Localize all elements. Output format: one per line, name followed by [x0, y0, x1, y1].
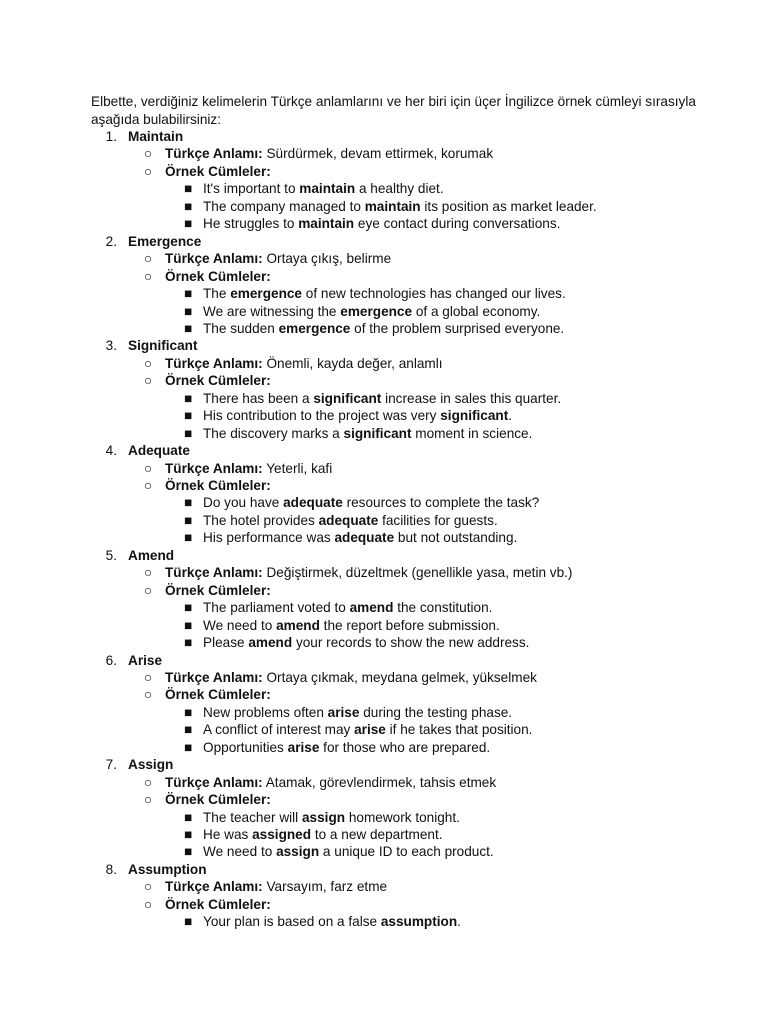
- square-bullet-icon: ■: [184, 320, 193, 336]
- meaning-line: [165, 460, 332, 477]
- circle-bullet-icon: ○: [144, 565, 153, 581]
- example-sentence: [203, 721, 532, 738]
- meaning-label: Türkçe Anlamı:: [165, 774, 263, 790]
- square-bullet-icon: ■: [184, 635, 193, 651]
- entry-number: 3.: [105, 338, 117, 354]
- example-keyword: assign: [301, 809, 346, 825]
- example-post: if he takes that position.: [385, 722, 533, 738]
- example-post: of a global economy.: [412, 303, 541, 319]
- example-keyword: maintain: [299, 181, 356, 197]
- example-post: resources to complete the task?: [342, 495, 540, 511]
- square-bullet-icon: ■: [184, 303, 193, 319]
- example-post: but not outstanding.: [394, 530, 518, 546]
- example-pre: New problems often: [203, 704, 328, 720]
- example-pre: We are witnessing the: [203, 303, 341, 319]
- example-keyword: adequate: [334, 530, 395, 546]
- entry-word: [128, 652, 162, 669]
- example-keyword: adequate: [283, 495, 343, 511]
- meaning-line: [165, 774, 496, 791]
- meaning-label: Türkçe Anlamı:: [165, 251, 263, 267]
- example-pre: We need to: [203, 844, 277, 860]
- circle-bullet-icon: ○: [144, 478, 153, 493]
- example-post: its position as market leader.: [420, 198, 597, 214]
- entry-number: 6.: [105, 652, 117, 668]
- meaning-label: Türkçe Anlamı:: [165, 669, 263, 685]
- entry-word: [128, 128, 183, 145]
- example-pre: The sudden: [203, 320, 279, 336]
- example-sentence: [203, 407, 512, 424]
- example-sentence: [203, 529, 517, 546]
- example-sentence: [203, 809, 460, 826]
- circle-bullet-icon: ○: [144, 687, 153, 703]
- meaning-label: Türkçe Anlamı:: [165, 879, 263, 895]
- example-post: homework tonight.: [345, 809, 460, 825]
- circle-bullet-icon: ○: [144, 582, 153, 598]
- example-pre: He was: [203, 827, 253, 842]
- circle-bullet-icon: ○: [144, 163, 153, 179]
- meaning-text: Sürdürmek, devam ettirmek, korumak: [266, 146, 494, 162]
- example-sentence: [203, 617, 500, 634]
- example-pre: Do you have: [203, 495, 284, 511]
- square-bullet-icon: ■: [184, 617, 193, 633]
- example-post: facilities for guests.: [378, 512, 498, 528]
- square-bullet-icon: ■: [184, 181, 193, 197]
- example-keyword: amend: [349, 600, 394, 616]
- square-bullet-icon: ■: [184, 722, 193, 738]
- example-pre: Your plan is based on a false: [203, 914, 381, 930]
- example-keyword: amend: [276, 617, 320, 633]
- example-pre: Opportunities: [203, 739, 288, 755]
- example-sentence: [203, 599, 492, 616]
- example-pre: The discovery marks a: [203, 425, 344, 441]
- entry-number: 8.: [105, 861, 117, 877]
- entry-number: 4.: [105, 443, 117, 459]
- meaning-text: Atamak, görevlendirmek, tahsis etmek: [265, 774, 497, 790]
- meaning-text: Yeterli, kafi: [266, 460, 333, 476]
- example-keyword: arise: [287, 739, 320, 755]
- entry-word-text: Assumption: [128, 861, 207, 877]
- example-sentence: [203, 494, 539, 511]
- square-bullet-icon: ■: [184, 390, 193, 406]
- example-post: a unique ID to each product.: [319, 844, 494, 860]
- entry-word-text: Arise: [128, 652, 163, 668]
- example-post: of the problem surprised everyone.: [350, 320, 565, 336]
- example-keyword: emergence: [230, 286, 302, 302]
- meaning-line: [165, 250, 391, 267]
- example-sentence: [203, 215, 560, 232]
- example-post: for those who are prepared.: [319, 739, 491, 755]
- example-sentence: [203, 512, 498, 529]
- meaning-label: Türkçe Anlamı:: [165, 146, 263, 162]
- meaning-line: [165, 145, 493, 162]
- entry-word: [128, 233, 201, 250]
- example-pre: Please: [203, 635, 249, 651]
- square-bullet-icon: ■: [184, 425, 193, 441]
- circle-bullet-icon: ○: [144, 879, 153, 895]
- example-pre: The company managed to: [203, 198, 365, 214]
- example-keyword: emergence: [340, 303, 413, 319]
- entry-word-text: Assign: [128, 757, 174, 773]
- example-pre: The: [203, 286, 231, 302]
- example-pre: His performance was: [203, 530, 335, 546]
- example-keyword: arise: [327, 704, 360, 720]
- example-sentence: [203, 843, 494, 860]
- circle-bullet-icon: ○: [144, 373, 153, 389]
- square-bullet-icon: ■: [184, 198, 193, 214]
- example-sentence: [203, 180, 444, 197]
- square-bullet-icon: ■: [184, 704, 193, 720]
- example-sentence: [203, 390, 561, 407]
- example-sentence: [203, 913, 461, 930]
- entry-word-text: Adequate: [128, 443, 190, 459]
- example-pre: He struggles to: [203, 216, 299, 232]
- circle-bullet-icon: ○: [144, 355, 153, 371]
- example-pre: His contribution to the project was very: [203, 408, 441, 424]
- examples-label: Örnek Cümleler:: [165, 792, 271, 808]
- meaning-label: Türkçe Anlamı:: [165, 565, 263, 581]
- examples-label: Örnek Cümleler:: [165, 163, 271, 179]
- example-post: a healthy diet.: [355, 181, 444, 197]
- meaning-line: [165, 878, 387, 895]
- example-pre: There has been a: [203, 390, 314, 406]
- example-pre: It's important to: [203, 181, 300, 197]
- example-post: the report before submission.: [319, 617, 500, 633]
- example-keyword: significant: [440, 408, 509, 424]
- square-bullet-icon: ■: [184, 809, 193, 825]
- square-bullet-icon: ■: [184, 512, 193, 528]
- example-keyword: maintain: [364, 198, 421, 214]
- example-keyword: arise: [354, 722, 386, 738]
- examples-label: Örnek Cümleler:: [165, 373, 271, 389]
- meaning-line: [165, 669, 537, 686]
- example-sentence: [203, 320, 564, 337]
- meaning-label: Türkçe Anlamı:: [165, 460, 263, 476]
- example-post: eye contact during conversations.: [354, 216, 561, 232]
- entry-word: [128, 337, 197, 354]
- example-post: moment in science.: [411, 425, 533, 441]
- entry-word-text: Emergence: [128, 233, 202, 249]
- example-keyword: significant: [343, 425, 412, 441]
- example-post: your records to show the new address.: [292, 635, 530, 651]
- meaning-text: Ortaya çıkış, belirme: [266, 251, 392, 267]
- example-sentence: [203, 303, 540, 320]
- circle-bullet-icon: ○: [144, 146, 153, 162]
- example-pre: The hotel provides: [203, 512, 319, 528]
- square-bullet-icon: ■: [184, 495, 193, 511]
- entry-word: [128, 442, 190, 459]
- circle-bullet-icon: ○: [144, 669, 153, 685]
- example-sentence: [203, 739, 490, 756]
- entry-word: [128, 756, 173, 773]
- meaning-label: Türkçe Anlamı:: [165, 355, 263, 371]
- example-sentence: [203, 826, 443, 843]
- example-keyword: assign: [276, 844, 320, 860]
- circle-bullet-icon: ○: [144, 896, 153, 912]
- example-pre: We need to: [203, 617, 277, 633]
- entry-word-text: Amend: [128, 547, 175, 563]
- meaning-text: Ortaya çıkmak, meydana gelmek, yükselmek: [266, 669, 537, 685]
- example-keyword: adequate: [318, 512, 379, 528]
- example-keyword: amend: [248, 635, 293, 651]
- example-keyword: significant: [313, 390, 382, 406]
- entry-word: [128, 547, 174, 564]
- square-bullet-icon: ■: [184, 408, 193, 424]
- example-post: of new technologies has changed our lives.: [302, 286, 566, 302]
- entry-word-text: Significant: [128, 338, 198, 354]
- meaning-line: [165, 564, 572, 581]
- intro-paragraph: Elbette, verdiğiniz kelimelerin Türkçe anlamlarını ve her biri için üçer İngilizce örnek cümleyi sırasıyla aşağıda bulabilirsiniz:: [91, 94, 696, 127]
- square-bullet-icon: ■: [184, 530, 193, 546]
- circle-bullet-icon: ○: [144, 268, 153, 284]
- square-bullet-icon: ■: [184, 827, 193, 842]
- entry-word: [128, 861, 207, 878]
- example-post: .: [508, 408, 513, 424]
- square-bullet-icon: ■: [184, 914, 193, 930]
- square-bullet-icon: ■: [184, 739, 193, 755]
- examples-label: Örnek Cümleler:: [165, 582, 271, 598]
- example-pre: The parliament voted to: [203, 600, 350, 616]
- entry-number: 7.: [105, 757, 117, 773]
- square-bullet-icon: ■: [184, 216, 193, 232]
- examples-label: Örnek Cümleler:: [165, 478, 271, 493]
- example-post: increase in sales this quarter.: [381, 390, 562, 406]
- example-post: .: [457, 914, 461, 930]
- entry-word-text: Maintain: [128, 129, 184, 144]
- example-post: during the testing phase.: [359, 704, 513, 720]
- circle-bullet-icon: ○: [144, 774, 153, 790]
- examples-label: Örnek Cümleler:: [165, 268, 271, 284]
- example-sentence: [203, 704, 512, 721]
- circle-bullet-icon: ○: [144, 792, 153, 808]
- example-keyword: assumption: [380, 914, 458, 930]
- square-bullet-icon: ■: [184, 600, 193, 616]
- meaning-text: Önemli, kayda değer, anlamlı: [266, 355, 443, 371]
- square-bullet-icon: ■: [184, 286, 193, 302]
- meaning-text: Değiştirmek, düzeltmek (genellikle yasa, metin vb.): [266, 565, 573, 581]
- example-keyword: maintain: [298, 216, 355, 232]
- examples-label: Örnek Cümleler:: [165, 687, 271, 703]
- example-post: the constitution.: [393, 600, 493, 616]
- example-pre: The teacher will: [203, 809, 302, 825]
- example-sentence: [203, 285, 566, 302]
- examples-label: Örnek Cümleler:: [165, 896, 271, 912]
- example-keyword: assigned: [252, 827, 312, 842]
- example-keyword: emergence: [278, 320, 351, 336]
- entry-number: 1.: [105, 129, 117, 144]
- example-pre: A conflict of interest may: [203, 722, 355, 738]
- entry-number: 5.: [105, 547, 117, 563]
- circle-bullet-icon: ○: [144, 251, 153, 267]
- square-bullet-icon: ■: [184, 844, 193, 860]
- example-sentence: [203, 634, 529, 651]
- example-sentence: [203, 425, 532, 442]
- meaning-text: Varsayım, farz etme: [266, 879, 388, 895]
- example-sentence: [203, 198, 597, 215]
- example-post: to a new department.: [311, 827, 443, 842]
- entry-number: 2.: [105, 233, 117, 249]
- meaning-line: [165, 355, 443, 372]
- circle-bullet-icon: ○: [144, 460, 153, 476]
